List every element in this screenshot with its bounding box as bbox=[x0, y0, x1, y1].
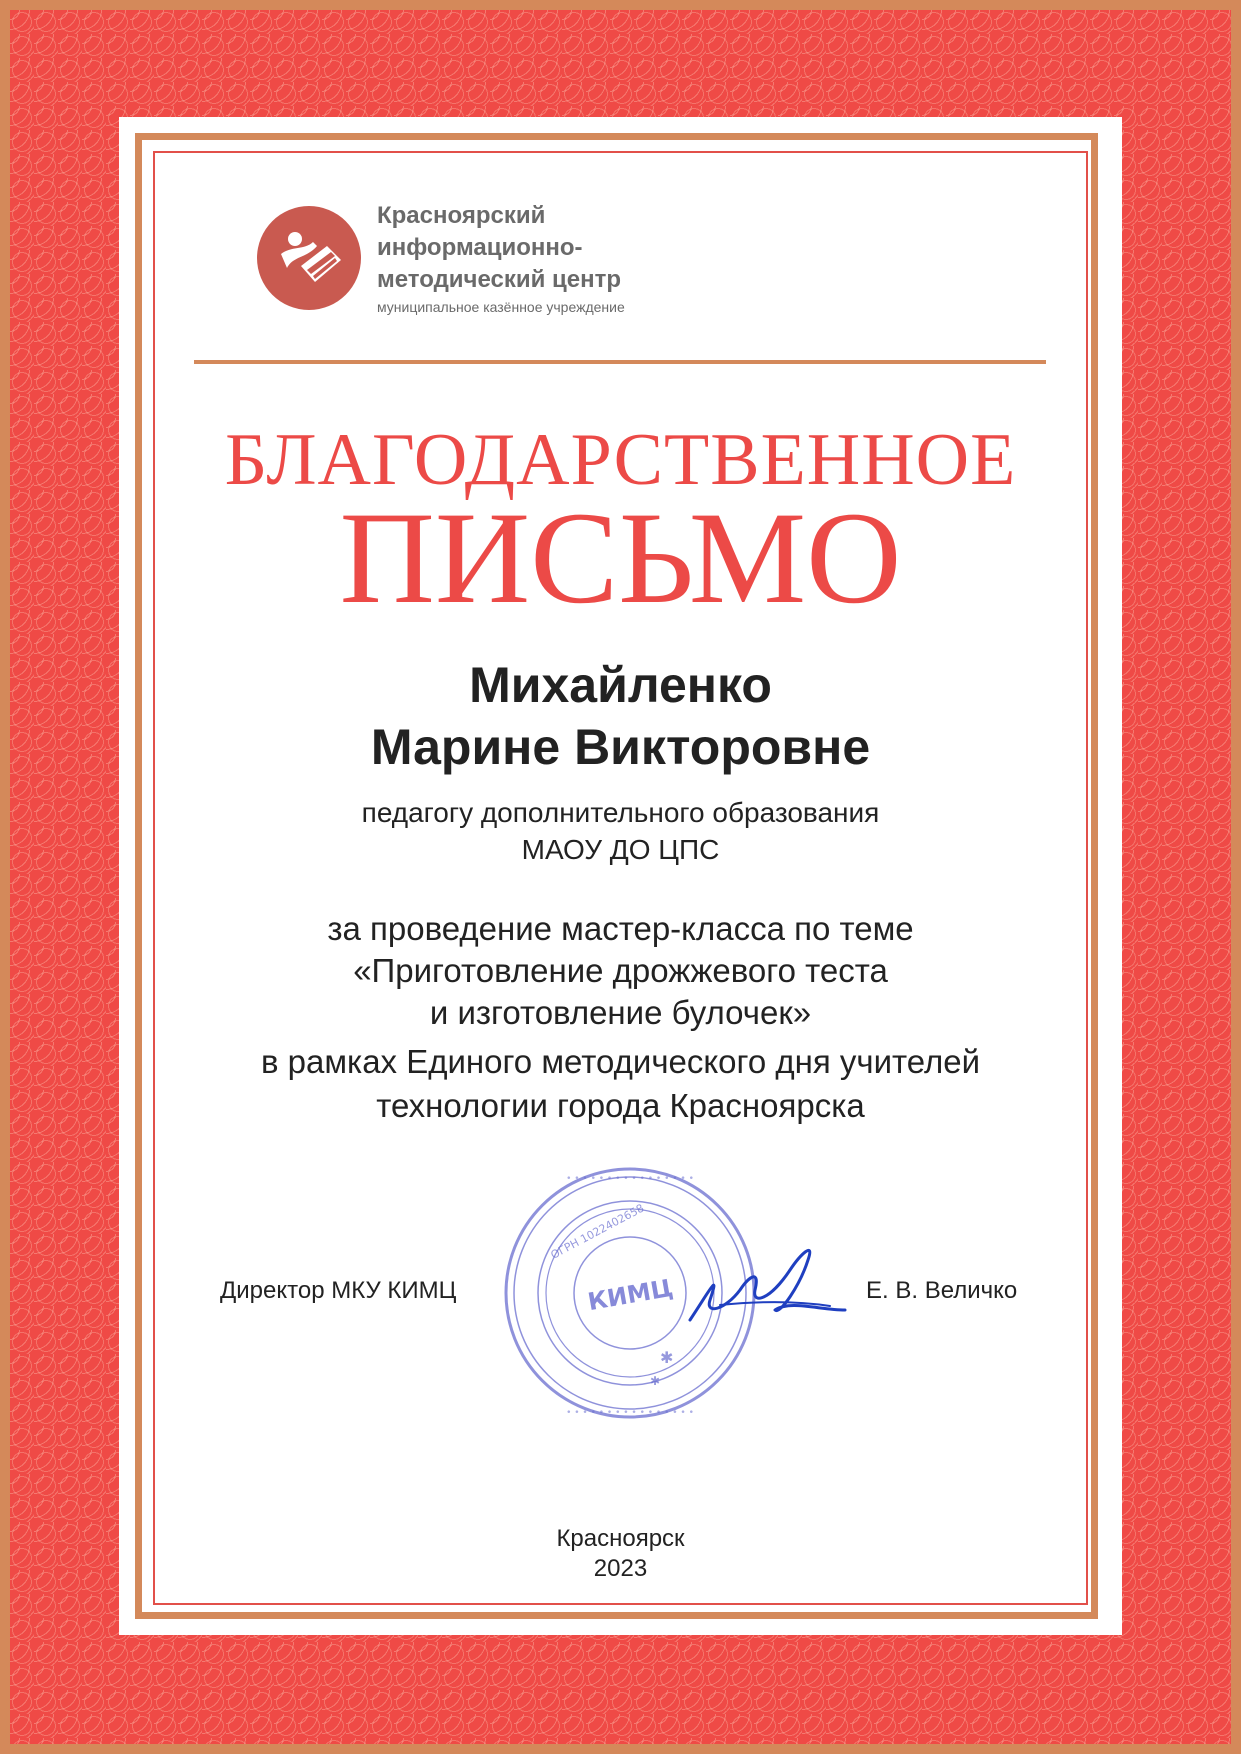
recipient-name bbox=[153, 654, 1088, 778]
title-line-2: ПИСЬМО bbox=[339, 484, 902, 631]
org-logo-text bbox=[377, 200, 777, 318]
position-line-2: МАОУ ДО ЦПС bbox=[521, 834, 720, 865]
context-line-2: технологии города Красноярска bbox=[376, 1087, 865, 1124]
position-line-1: педагогу дополнительного образования bbox=[361, 797, 880, 828]
issue-city: Красноярск bbox=[556, 1525, 685, 1552]
reason-line-2: «Приготовление дрожжевого теста bbox=[353, 952, 888, 989]
context-line-1: в рамках Единого методического дня учителей bbox=[260, 1043, 981, 1080]
title-line-1: БЛАГОДАРСТВЕННОЕ bbox=[224, 419, 1017, 501]
header-divider bbox=[194, 360, 1046, 364]
recipient-position bbox=[153, 794, 1088, 868]
handwritten-signature-icon bbox=[680, 1230, 850, 1340]
org-name-line-2: информационно- bbox=[377, 234, 583, 261]
signatory-role: Директор МКУ КИМЦ bbox=[220, 1277, 457, 1304]
stamp-ogrn-text: ОГРН 1022402658 bbox=[548, 1201, 647, 1262]
issue-place-date bbox=[153, 1524, 1088, 1584]
org-subtitle: муниципальное казённое учреждение bbox=[377, 299, 625, 315]
stamp-center-text: КИМЦ bbox=[585, 1273, 676, 1317]
issue-year: 2023 bbox=[593, 1555, 648, 1582]
svg-text:• • • • • • • • • • • • • • •: • • • • • • • • • • • • • • • • bbox=[566, 1408, 694, 1418]
award-reason bbox=[153, 908, 1088, 1034]
signatory-name: Е. В. Величко bbox=[866, 1277, 1018, 1304]
svg-text:✱: ✱ bbox=[650, 1374, 661, 1388]
recipient-surname: Михайленко bbox=[469, 657, 772, 713]
award-context bbox=[153, 1040, 1088, 1128]
svg-text:• • • • • • • • • • • • • • •: • • • • • • • • • • • • • • • • bbox=[566, 1174, 694, 1184]
recipient-given-names: Марине Викторовне bbox=[370, 719, 871, 775]
reason-line-1: за проведение мастер-класса по теме bbox=[327, 910, 914, 947]
org-name-line-3: методический центр bbox=[377, 266, 622, 293]
org-name-line-1: Красноярский bbox=[377, 202, 546, 229]
svg-text:✱: ✱ bbox=[660, 1348, 674, 1367]
reason-line-3: и изготовление булочек» bbox=[429, 994, 812, 1031]
kimc-logo-icon bbox=[257, 206, 361, 310]
